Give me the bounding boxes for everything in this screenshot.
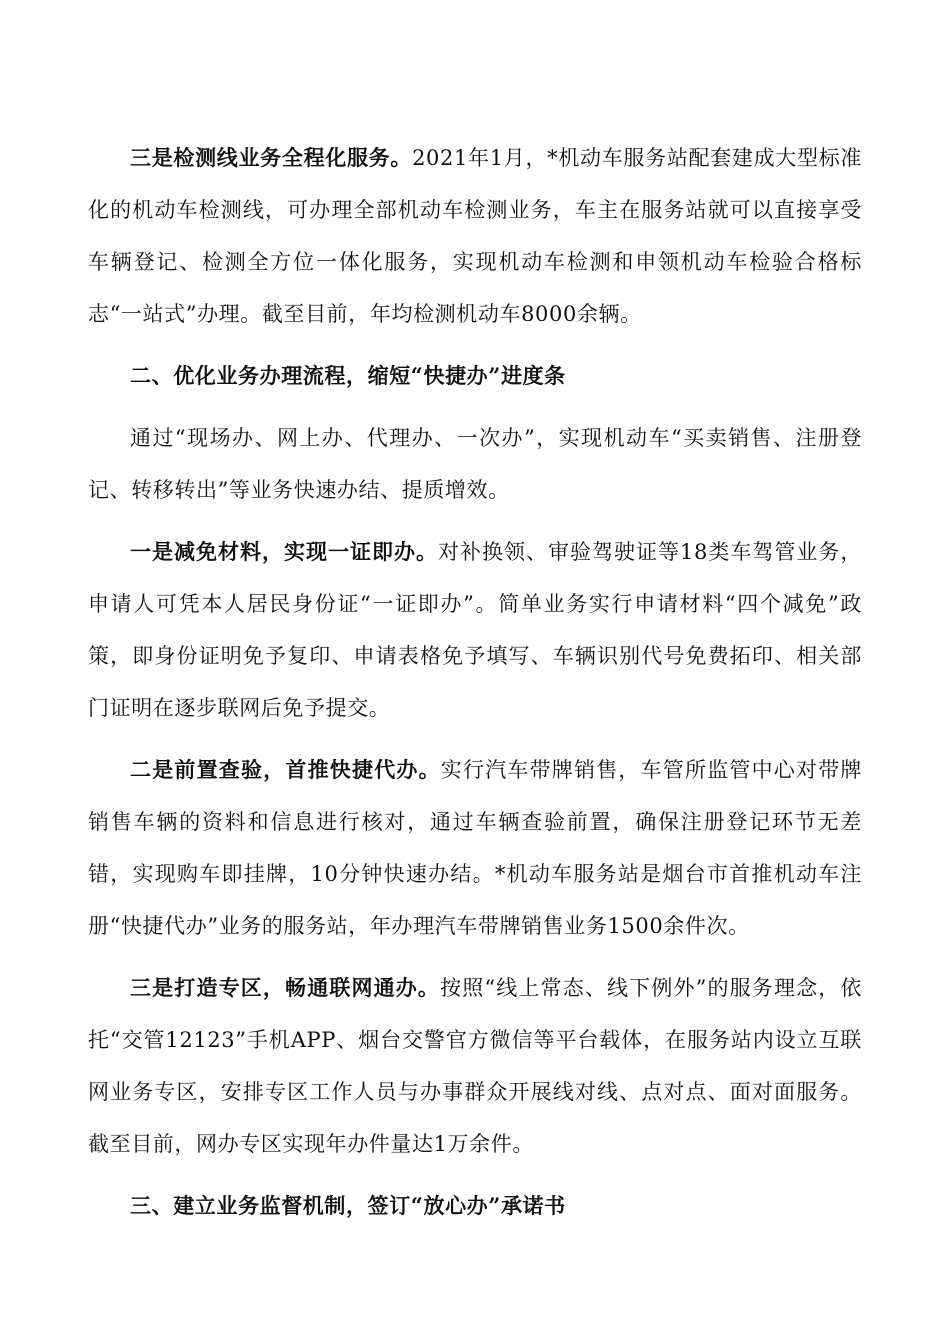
paragraph-body: 通过“现场办、网上办、代理办、一次办”，实现机动车“买卖销售、注册登记、转移转出”等业务快速办结、提质增效。 xyxy=(88,426,862,502)
paragraph-lead: 三是检测线业务全程化服务。 xyxy=(130,145,413,170)
paragraph-reduce-materials xyxy=(88,526,862,734)
paragraph-lead: 一是减免材料，实现一证即办。 xyxy=(130,539,439,564)
section-heading-3: 三、建立业务监督机制，签订“放心办”承诺书 xyxy=(130,1193,566,1218)
paragraph-body: 对补换领、审验驾驶证等18类车驾管业务，申请人可凭本人居民身份证“一证即办”。简单业务实行申请材料“四个减免”政策，即身份证明免予复印、申请表格免予填写、车辆识别代号免费拓印、相关部门证明在逐步联网后免予提交。 xyxy=(88,540,862,720)
paragraph-online-zone xyxy=(88,962,862,1170)
paragraph-body: 2021年1月，*机动车服务站配套建成大型标准化的机动车检测线，可办理全部机动车检测业务，车主在服务站就可以直接享受车辆登记、检测全方位一体化服务，实现机动车检测和申领机动车检验合格标志“一站式”办理。截至目前，年均检测机动车8000余辆。 xyxy=(88,146,862,326)
paragraph-intro-2 xyxy=(88,412,862,516)
paragraph-lead: 二是前置查验，首推快捷代办。 xyxy=(130,757,441,782)
paragraph-pre-inspection xyxy=(88,744,862,952)
section-heading-2: 二、优化业务办理流程，缩短“快捷办”进度条 xyxy=(130,363,566,388)
paragraph-inspection-line xyxy=(88,132,862,340)
paragraph-body: 实行汽车带牌销售，车管所监管中心对带牌销售车辆的资料和信息进行核对，通过车辆查验前置，确保注册登记环节无差错，实现购车即挂牌，10分钟快速办结。*机动车服务站是烟台市首推机动车注册“快捷代办”业务的服务站，年办理汽车带牌销售业务1500余件次。 xyxy=(88,758,862,938)
paragraph-lead: 三是打造专区，畅通联网通办。 xyxy=(130,975,441,1000)
paragraph-body: 按照“线上常态、线下例外”的服务理念，依托“交管12123”手机APP、烟台交警官方微信等平台载体，在服务站内设立互联网业务专区，安排专区工作人员与办事群众开展线对线、点对点、面对面服务。截至目前，网办专区实现年办件量达1万余件。 xyxy=(88,976,862,1156)
